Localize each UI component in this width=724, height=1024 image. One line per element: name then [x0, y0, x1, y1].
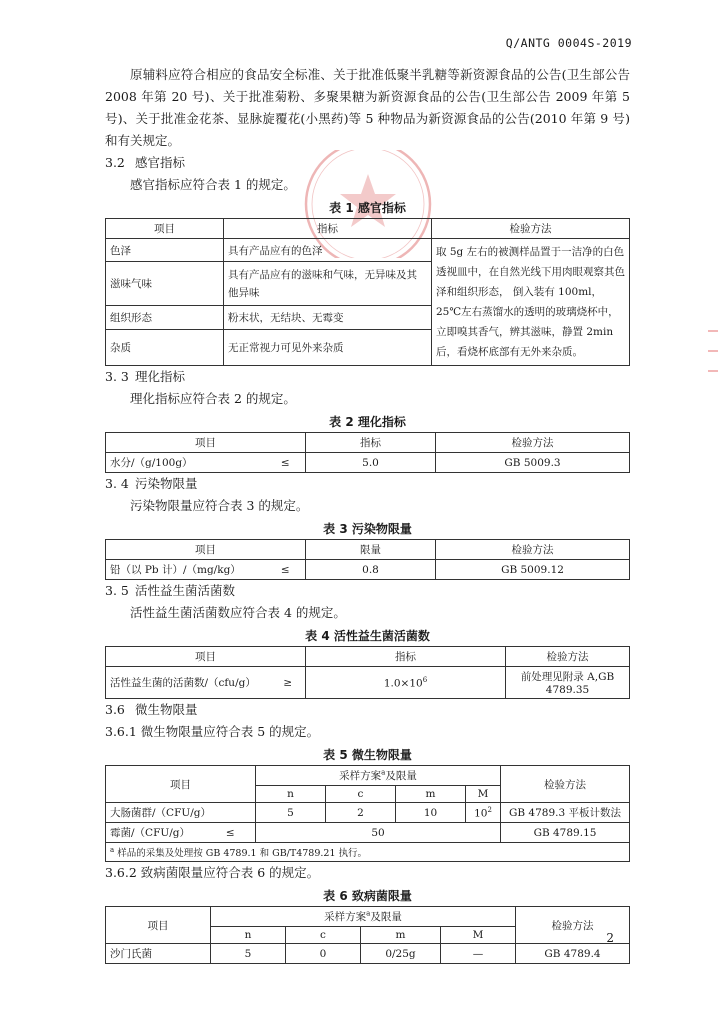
section-title: 污染物限量 [134, 476, 198, 491]
table-3-contaminants [105, 539, 630, 580]
row-index: 无正常视力可见外来杂质 [224, 329, 432, 365]
col-n: n [211, 927, 286, 944]
table-1-caption: 表 1 感官指标 [329, 201, 406, 215]
header-method: 检验方法 [436, 540, 630, 560]
row-index: 5.0 [306, 453, 436, 473]
col-c: c [286, 927, 361, 944]
section-3-5-text: 活性益生菌活菌数应符合表 4 的规定。 [130, 605, 346, 620]
section-3-4-text: 污染物限量应符合表 3 的规定。 [130, 498, 309, 513]
col-c: c [326, 786, 396, 803]
col-M: M [441, 927, 516, 944]
row-item: 色泽 [106, 239, 224, 262]
section-3-6-2-text: 3.6.2 致病菌限量应符合表 6 的规定。 [105, 865, 320, 880]
note-text: 样品的采集及处理按 GB 4789.1 和 GB/T4789.21 执行。 [117, 848, 368, 859]
table-note [106, 843, 630, 862]
document-body [105, 64, 630, 964]
header-index: 指标 [306, 647, 506, 667]
plan-label-tail: 及限量 [385, 770, 417, 782]
col-m: m [396, 786, 466, 803]
row-index: 0.8 [306, 560, 436, 580]
col-m: m [361, 927, 441, 944]
intro-paragraph: 原辅料应符合相应的食品安全标准、关于批准低聚半乳糖等新资源食品的公告(卫生部公告 2008 年第 20 号)、关于批准菊粉、多聚果糖为新资源食品的公告(卫生部公告 2009 年第 5 号)、关于批准金花茶、显脉旋覆花(小黑药)等 5 种物品为新资源食品的公告(2010 年第 9 号)和有关规定。 [105, 67, 630, 148]
row-operator: ≤ [266, 560, 306, 580]
row-item: 大肠菌群/（CFU/g） [106, 803, 256, 823]
row-index: 粉末状，无结块、无霉变 [224, 306, 432, 329]
row-n: 5 [256, 803, 326, 823]
table-row [106, 560, 630, 580]
section-number: 3. 5 [105, 583, 129, 598]
section-3-6-1-text: 3.6.1 微生物限量应符合表 5 的规定。 [105, 724, 320, 739]
row-item: 铅（以 Pb 计）/（mg/kg） [106, 560, 266, 580]
index-exponent: 6 [422, 675, 428, 684]
table-row [106, 803, 630, 823]
table-4-caption: 表 4 活性益生菌活菌数 [305, 629, 430, 643]
section-title: 感官指标 [134, 155, 185, 170]
row-index [306, 667, 506, 699]
row-item: 沙门氏菌 [106, 944, 211, 964]
header-item: 项目 [106, 433, 306, 453]
document-code: Q/ANTG 0004S-2019 [505, 36, 632, 50]
table-header-row [106, 647, 630, 667]
table-header-row [106, 766, 630, 786]
section-3-3-heading [105, 366, 630, 388]
header-sampling-plan [256, 766, 501, 786]
table-row [106, 453, 630, 473]
table-header-row [106, 433, 630, 453]
section-number: 3.2 [105, 155, 125, 170]
table-2-physicochemical [105, 432, 630, 473]
section-number: 3. 3 [105, 369, 129, 384]
row-n: 5 [211, 944, 286, 964]
table-row [106, 823, 630, 843]
plan-label: 采样方案 [339, 770, 382, 782]
section-title: 活性益生菌活菌数 [134, 583, 235, 598]
table-5-microbial-limits [105, 765, 630, 862]
plan-footnote-mark: a [366, 909, 371, 918]
row-method: GB 4789.3 平板计数法 [501, 803, 630, 823]
row-operator: ≥ [271, 667, 306, 699]
row-method: GB 4789.15 [501, 823, 630, 843]
header-method: 检验方法 [506, 647, 630, 667]
row-item: 滋味气味 [106, 262, 224, 306]
header-limit: 限量 [306, 540, 436, 560]
section-3-2-text: 感官指标应符合表 1 的规定。 [130, 177, 296, 192]
header-index: 指标 [306, 433, 436, 453]
table-header-row [106, 219, 630, 239]
row-method: 前处理见附录 A,GB 4789.35 [506, 667, 630, 699]
header-item: 项目 [106, 766, 256, 803]
table-4-probiotic-count [105, 646, 630, 699]
row-index: 具有产品应有的滋味和气味，无异味及其他异味 [224, 262, 432, 306]
table-header-row [106, 540, 630, 560]
header-method: 检验方法 [501, 766, 630, 803]
row-m: 0/25g [361, 944, 441, 964]
row-item: 水分/（g/100g） [106, 453, 266, 473]
row-M: — [441, 944, 516, 964]
header-method: 检验方法 [432, 219, 630, 239]
section-title: 理化指标 [134, 369, 185, 384]
row-item: 杂质 [106, 329, 224, 365]
table-note-row [106, 843, 630, 862]
row-c: 0 [286, 944, 361, 964]
row-operator: ≤ [266, 453, 306, 473]
row-value: 50 [256, 823, 501, 843]
plan-footnote-mark: a [381, 768, 386, 777]
table-6-caption: 表 6 致病菌限量 [323, 889, 412, 903]
table-1-sensory [105, 218, 630, 366]
section-3-5-heading [105, 580, 630, 602]
row-method: GB 5009.3 [436, 453, 630, 473]
row-method: GB 5009.12 [436, 560, 630, 580]
row-item: 活性益生菌的活菌数/（cfu/g） [106, 667, 271, 699]
row-index: 具有产品应有的色泽 [224, 239, 432, 262]
row-method: 取 5g 左右的被测样品置于一洁净的白色透视皿中，在自然光线下用肉眼观察其色泽和组织形态， 倒入装有 100ml， 25℃左右蒸馏水的透明的玻璃烧杯中，立即嗅其香气，辨其滋味，静置 2min 后，看烧杯底部有无外来杂质。 [432, 239, 630, 366]
section-number: 3. 4 [105, 476, 129, 491]
index-base: 1.0×10 [383, 677, 423, 690]
plan-label-tail: 及限量 [370, 911, 402, 923]
section-3-3-text: 理化指标应符合表 2 的规定。 [130, 391, 296, 406]
header-index: 指标 [224, 219, 432, 239]
row-item: 组织形态 [106, 306, 224, 329]
page-number: 2 [606, 931, 614, 945]
row-c: 2 [326, 803, 396, 823]
row-operator: ≤ [206, 823, 256, 843]
table-2-caption: 表 2 理化指标 [329, 415, 406, 429]
table-6-pathogen-limits [105, 906, 630, 964]
section-3-4-heading [105, 473, 630, 495]
header-item: 项目 [106, 907, 211, 944]
table-row [106, 667, 630, 699]
header-item: 项目 [106, 219, 224, 239]
table-row [106, 239, 630, 262]
table-3-caption: 表 3 污染物限量 [323, 522, 412, 536]
row-method: GB 4789.4 [516, 944, 630, 964]
section-3-2-heading [105, 152, 630, 174]
header-item: 项目 [106, 540, 306, 560]
header-method: 检验方法 [516, 907, 630, 944]
side-edge-marks [708, 330, 720, 410]
table-5-caption: 表 5 微生物限量 [323, 748, 412, 762]
section-number: 3.6 [105, 702, 125, 717]
row-m: 10 [396, 803, 466, 823]
header-item: 项目 [106, 647, 306, 667]
table-row [106, 944, 630, 964]
plan-label: 采样方案 [324, 911, 367, 923]
row-item: 霉菌/（CFU/g） [106, 823, 206, 843]
col-M: M [466, 786, 501, 803]
header-method: 检验方法 [436, 433, 630, 453]
section-title: 微生物限量 [134, 702, 198, 717]
M-base: 10 [474, 807, 488, 820]
note-mark: a [110, 845, 115, 854]
header-sampling-plan [211, 907, 516, 927]
section-3-6-heading [105, 699, 630, 721]
col-n: n [256, 786, 326, 803]
table-header-row [106, 907, 630, 927]
row-M [466, 803, 501, 823]
M-exponent: 2 [487, 805, 492, 814]
